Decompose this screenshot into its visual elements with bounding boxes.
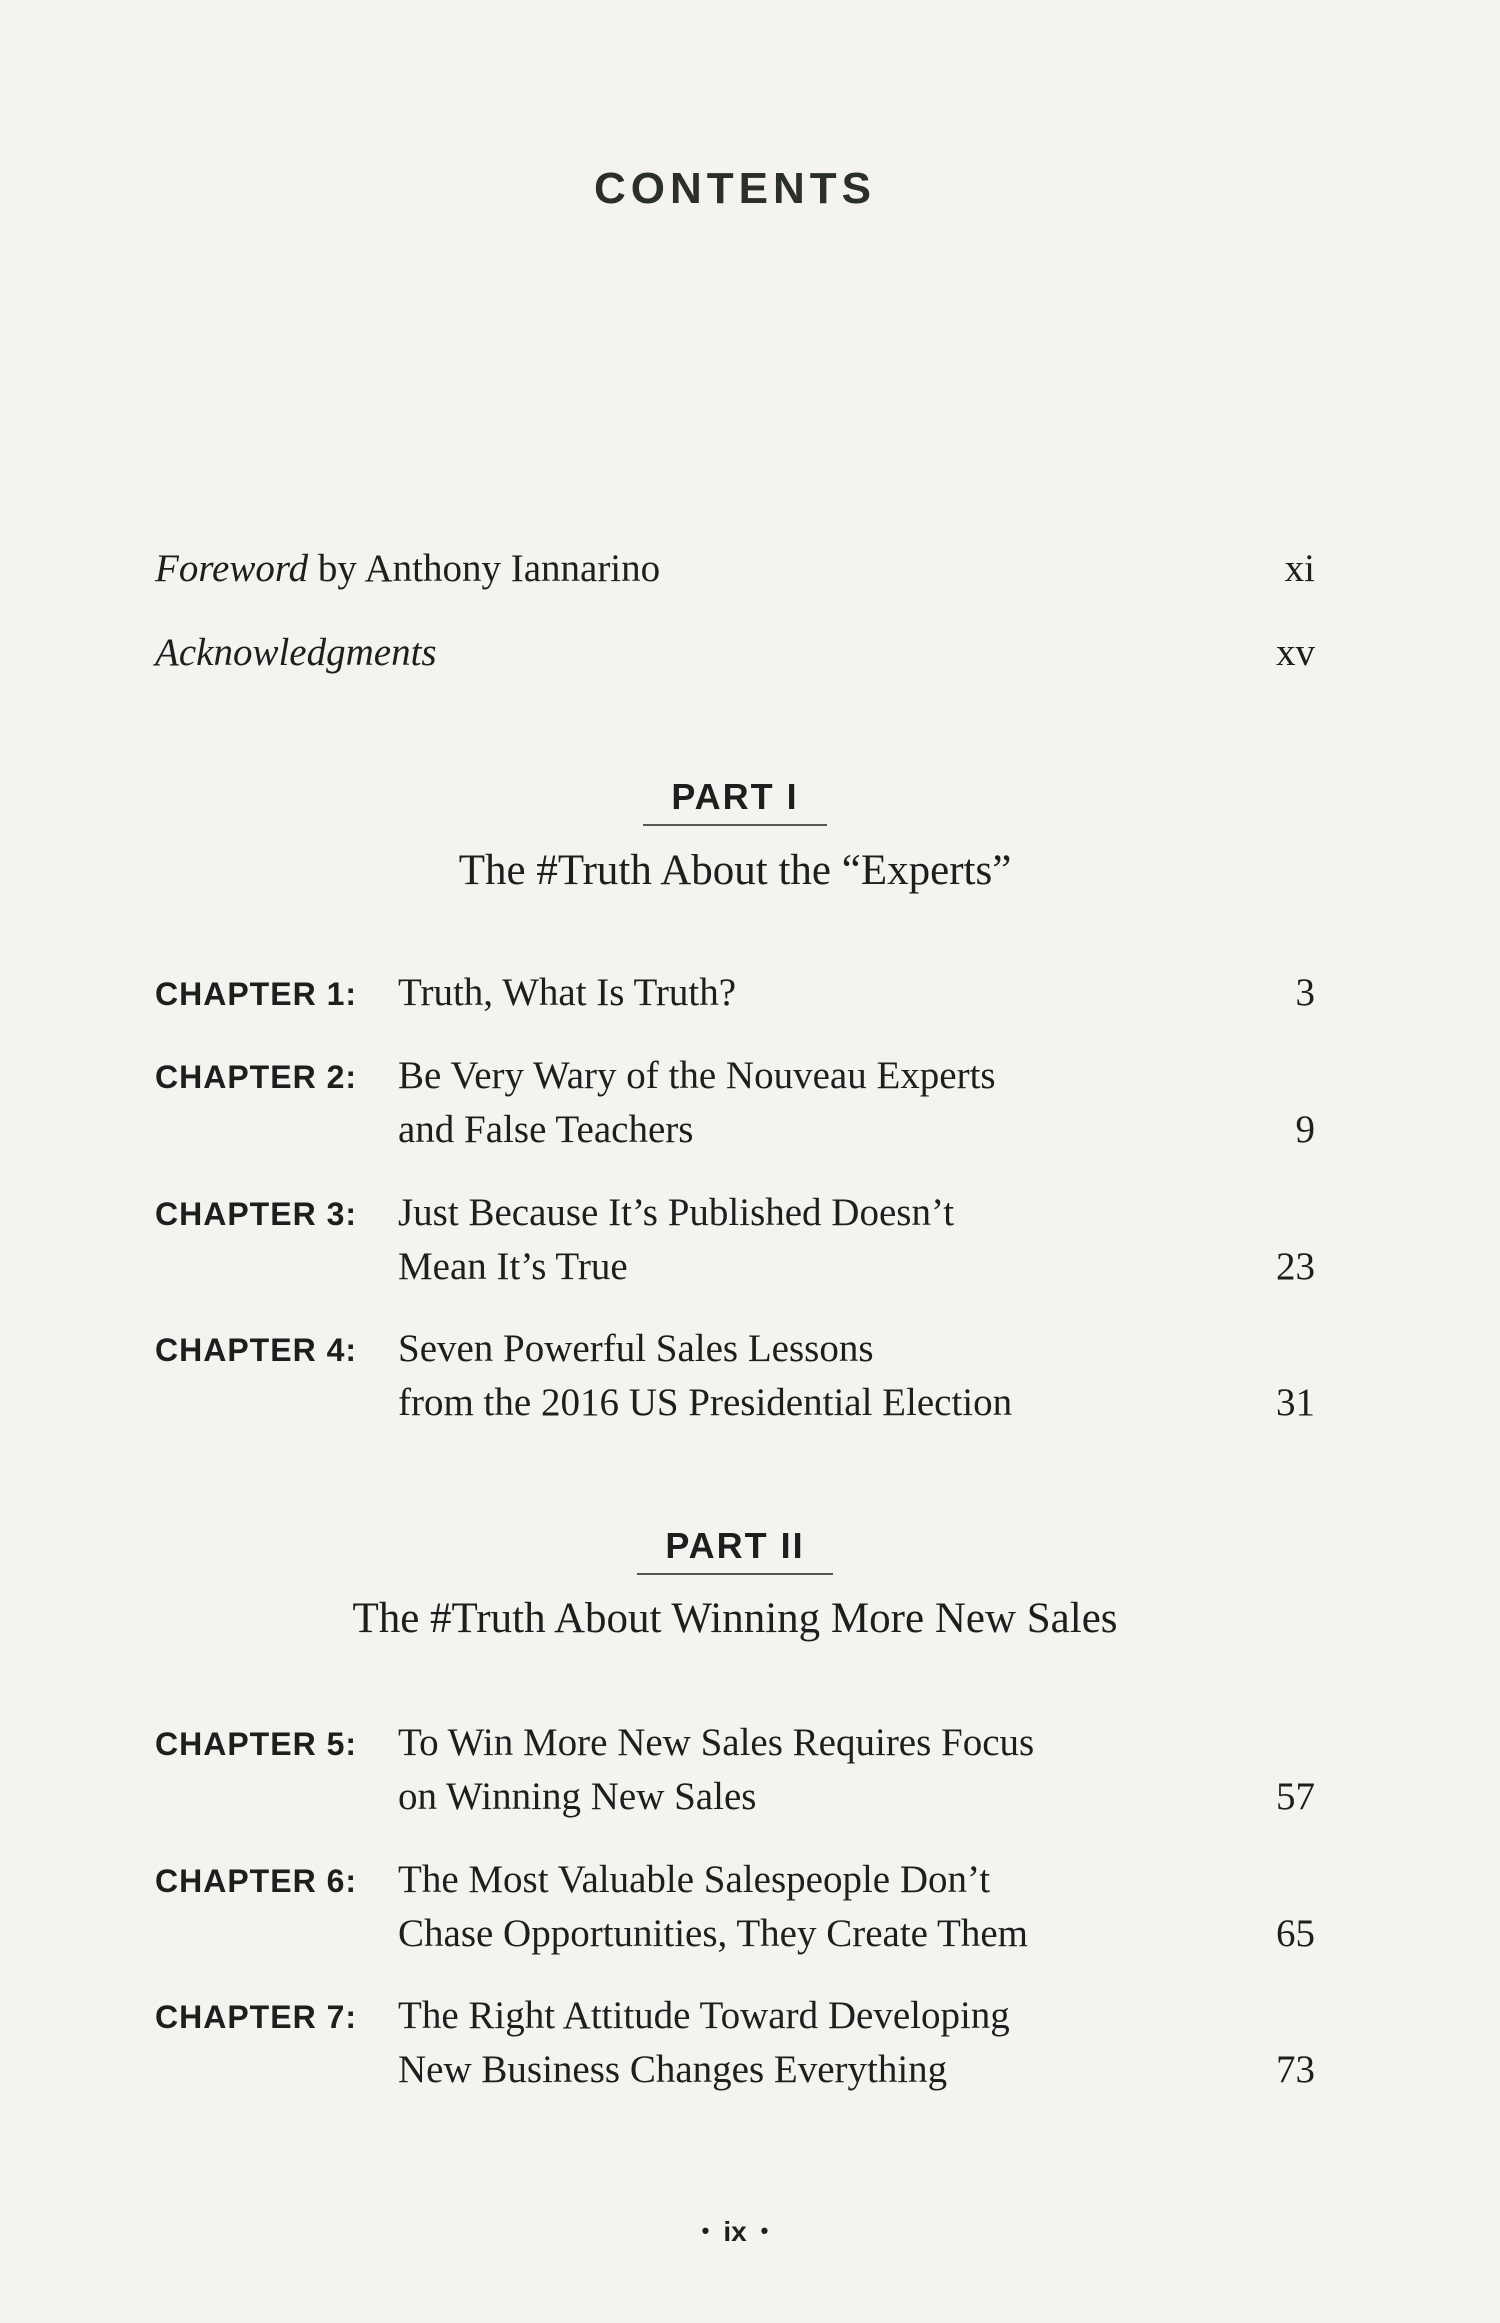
- chapter-title-line: Mean It’s True: [398, 1245, 628, 1288]
- chapter-title: [398, 1049, 996, 1157]
- chapter-title-line: on Winning New Sales: [398, 1775, 757, 1818]
- chapter-title: [398, 1989, 1010, 2097]
- bullet-icon: •: [760, 2218, 769, 2243]
- chapter-page-number: 9: [1295, 1108, 1315, 1151]
- chapter-label: CHAPTER 1:: [155, 976, 358, 1012]
- chapter-title: [398, 966, 736, 1020]
- chapter-page-number: 57: [1276, 1775, 1315, 1818]
- chapter-page-number: 3: [1295, 971, 1315, 1014]
- chapter-page-number: 73: [1276, 2048, 1315, 2091]
- entry-title: [155, 546, 660, 592]
- chapter-title-line: Seven Powerful Sales Lessons: [398, 1327, 874, 1370]
- chapter-title-line: and False Teachers: [398, 1108, 694, 1151]
- page-title: CONTENTS: [594, 164, 876, 213]
- chapter-title: [398, 1716, 1034, 1824]
- chapter-page-number: 31: [1276, 1381, 1315, 1424]
- part-title: The #Truth About the “Experts”: [458, 847, 1012, 894]
- chapter-title-line: The Most Valuable Salespeople Don’t: [398, 1858, 991, 1901]
- entry-title: [155, 630, 437, 676]
- entry-page-number: xi: [1284, 547, 1315, 590]
- page-folio: [0, 2216, 1470, 2248]
- chapter-title-line: To Win More New Sales Requires Focus: [398, 1721, 1035, 1764]
- entry-title-italic: Foreword: [155, 547, 309, 590]
- entry-title-rest: by Anthony Iannarino: [308, 547, 661, 590]
- chapter-label: CHAPTER 6:: [155, 1863, 358, 1899]
- folio-number: ix: [723, 2216, 747, 2247]
- chapter-title-line: New Business Changes Everything: [398, 2048, 948, 2091]
- chapter-label: CHAPTER 7:: [155, 1999, 358, 2035]
- chapter-title-line: Chase Opportunities, They Create Them: [398, 1912, 1028, 1955]
- entry-page-number: xv: [1276, 631, 1315, 674]
- chapter-title: [398, 1322, 1012, 1430]
- entry-title-italic: Acknowledgments: [155, 631, 437, 674]
- part-label-text: PART II: [637, 1525, 832, 1575]
- part-label: [0, 776, 1470, 826]
- chapter-label: CHAPTER 4:: [155, 1332, 358, 1368]
- chapter-page-number: 23: [1276, 1245, 1315, 1288]
- chapter-label: CHAPTER 2:: [155, 1059, 358, 1095]
- chapter-title-line: Just Because It’s Published Doesn’t: [398, 1191, 955, 1234]
- part-label-text: PART I: [643, 776, 826, 826]
- chapter-title-line: The Right Attitude Toward Developing: [398, 1994, 1010, 2037]
- chapter-title: [398, 1853, 1028, 1961]
- chapter-label: CHAPTER 3:: [155, 1196, 358, 1232]
- chapter-title-line: Truth, What Is Truth?: [398, 971, 737, 1014]
- chapter-title-line: from the 2016 US Presidential Election: [398, 1381, 1013, 1424]
- chapter-page-number: 65: [1276, 1912, 1315, 1955]
- chapter-label: CHAPTER 5:: [155, 1726, 358, 1762]
- part-title: The #Truth About Winning More New Sales: [352, 1595, 1118, 1642]
- part-label: [0, 1525, 1470, 1575]
- chapter-title-line: Be Very Wary of the Nouveau Experts: [398, 1054, 996, 1097]
- bullet-icon: •: [701, 2218, 710, 2243]
- chapter-title: [398, 1186, 954, 1294]
